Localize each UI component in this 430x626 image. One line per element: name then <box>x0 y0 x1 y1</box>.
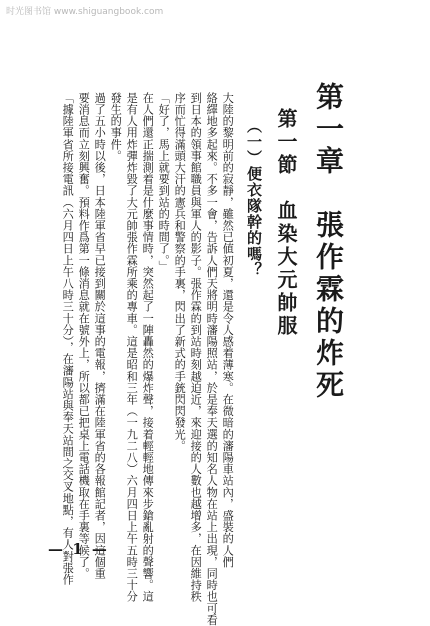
body-line: 在人們還正揣測着是什麼事情時，突然起了一陣轟然的爆炸聲，接着輕輕地傳來步鎗亂射的聲響。這 <box>141 92 155 603</box>
subsection-title: （一）便衣隊幹的嗎？ <box>245 118 263 278</box>
watermark: 时光图书馆 www.shiguangbook.com <box>6 7 164 17</box>
body-line: 是有人用炸彈炸毀了大元帥張作霖所乘的專車。這是昭和三年（一九二八）六月四日上午五時三十分 <box>125 92 139 603</box>
section-title: 第一節 血染大元帥服 <box>274 108 298 338</box>
body-line: 序而忙得滿頭大汗的憲兵和警察的手裏，閃出了新式的手銃閃閃發光。 <box>173 92 187 452</box>
body-line: 發生的事件。 <box>109 92 123 162</box>
body-line: 大陸的黎明前的寂靜，雖然已値初夏，還是令人感着薄寒。在微暗的瀋陽車站內，盛裝的人們 <box>221 92 235 568</box>
chapter-title: 第一章 張作霖的炸死 <box>312 82 345 402</box>
page-number: — 1 — <box>48 540 109 558</box>
body-line: 過了五小時以後，日本陸軍省早已接到關於這事的電報，擠滿在陸軍省的各報館記者，因這個重 <box>93 92 107 580</box>
body-line: 「好了，馬上就要到站的時間了。」 <box>157 92 171 272</box>
body-line: 到日本的領事館職員與軍人的影子。張作霖的到站時刻越迫近，來迎接的人數也越增多，在因維持秩 <box>189 92 203 603</box>
body-line: 要消息而立刻興奮。預料作爲第一條消息就在號外上，所以都已把桌上電話機取在手裏等候了。 <box>77 92 91 580</box>
body-line: 絡繹地多起來。不多一會，告訴人們天將明時瀋陽照站，於是奉天選的知名人物在站上出現，同時也可看 <box>205 92 219 626</box>
body-line: 「據陸軍省所接電訊（六月四日上午八時三十分），在瀋陽站與奉天站間之交叉地點，有人對張作 <box>61 92 75 586</box>
